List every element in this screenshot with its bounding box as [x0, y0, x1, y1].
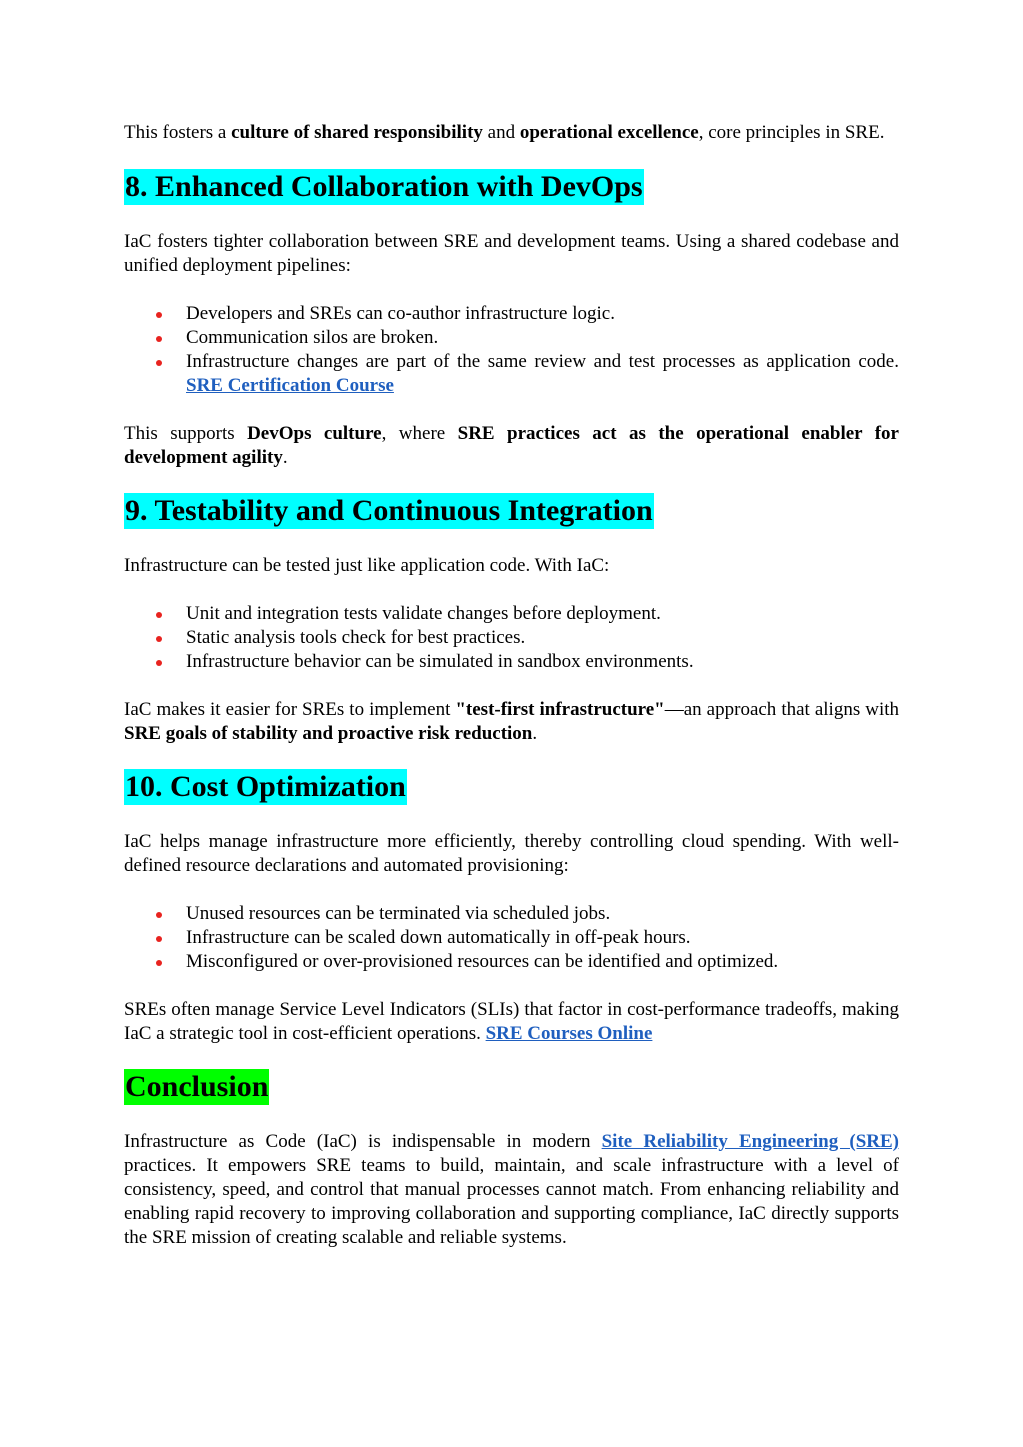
bullet-icon [156, 336, 162, 342]
section-heading-8 [124, 169, 899, 205]
bold-text: SRE practices act as the operational enabler for development agility [124, 423, 899, 468]
heading-highlight: 9. Testability and Continuous Integration [125, 494, 653, 527]
section-8-bullet-list [124, 302, 899, 398]
bold-text: culture of shared responsibility [231, 122, 483, 143]
list-item: Unit and integration tests validate changes before deployment. [124, 602, 899, 626]
section-10-bullet-list [124, 902, 899, 974]
bold-text: SRE goals of stability and proactive risk reduction [124, 723, 533, 744]
section-10-paragraph: IaC helps manage infrastructure more efficiently, thereby controlling cloud spending. With well-defined resource declarations and automated provisioning: [124, 831, 899, 876]
site-reliability-engineering-link[interactable]: Site Reliability Engineering (SRE) [601, 1131, 899, 1152]
sre-certification-course-link[interactable]: SRE Certification Course [186, 375, 394, 396]
conclusion-heading [124, 1069, 899, 1105]
list-item: Static analysis tools check for best practices. [124, 626, 899, 650]
list-item: Misconfigured or over-provisioned resources can be identified and optimized. [124, 950, 899, 974]
section-9-paragraph: Infrastructure can be tested just like application code. With IaC: [124, 555, 610, 576]
bold-text: DevOps culture [247, 423, 382, 444]
list-item: Unused resources can be terminated via scheduled jobs. [124, 902, 899, 926]
bullet-icon [156, 612, 162, 618]
section-heading-9 [124, 493, 899, 529]
document-content [124, 121, 899, 1250]
bullet-icon [156, 660, 162, 666]
bullet-icon [156, 960, 162, 966]
bold-text: "test-first infrastructure" [455, 699, 665, 720]
section-9-bullet-list [124, 602, 899, 674]
bullet-icon [156, 636, 162, 642]
section-heading-10 [124, 769, 899, 805]
sre-courses-online-link[interactable]: SRE Courses Online [485, 1023, 653, 1044]
heading-highlight: Conclusion [125, 1070, 269, 1103]
list-item: Infrastructure can be scaled down automatically in off-peak hours. [124, 926, 899, 950]
bullet-icon [156, 936, 162, 942]
heading-highlight: 8. Enhanced Collaboration with DevOps [125, 170, 643, 203]
bold-text: operational excellence [519, 122, 699, 143]
section-10-closing: SREs often manage Service Level Indicators (SLIs) that factor in cost-performance tradeoffs, making IaC a strategic tool in cost-efficient operations. SRE Courses Online [124, 999, 899, 1044]
section-8-closing: This supports DevOps culture, where SRE practices act as the operational enabler for development agility. [124, 423, 899, 468]
section-8-paragraph: IaC fosters tighter collaboration between SRE and development teams. Using a shared codebase and unified deployment pipelines: [124, 231, 899, 276]
heading-highlight: 10. Cost Optimization [125, 770, 406, 803]
bullet-icon [156, 912, 162, 918]
bullet-icon [156, 360, 162, 366]
intro-paragraph: This fosters a culture of shared responsibility and operational excellence, core principles in SRE. [124, 122, 885, 143]
list-item: Infrastructure behavior can be simulated in sandbox environments. [124, 650, 899, 674]
list-item: Developers and SREs can co-author infrastructure logic. [124, 302, 899, 326]
bullet-icon [156, 312, 162, 318]
conclusion-paragraph: Infrastructure as Code (IaC) is indispensable in modern Site Reliability Engineering (SRE) practices. It empowers SRE teams to build, maintain, and scale infrastructure with a level of consistency, speed, and control that manual processes cannot match. From enhancing reliability and enabling rapid recovery to improving collaboration and supporting compliance, IaC directly supports the SRE mission of creating scalable and reliable systems. [124, 1131, 899, 1248]
list-item: Communication silos are broken. [124, 326, 899, 350]
section-9-closing: IaC makes it easier for SREs to implement "test-first infrastructure"—an approach that aligns with SRE goals of stability and proactive risk reduction. [124, 699, 900, 744]
list-item: Infrastructure changes are part of the same review and test processes as application code. SRE Certification Course [124, 350, 899, 398]
